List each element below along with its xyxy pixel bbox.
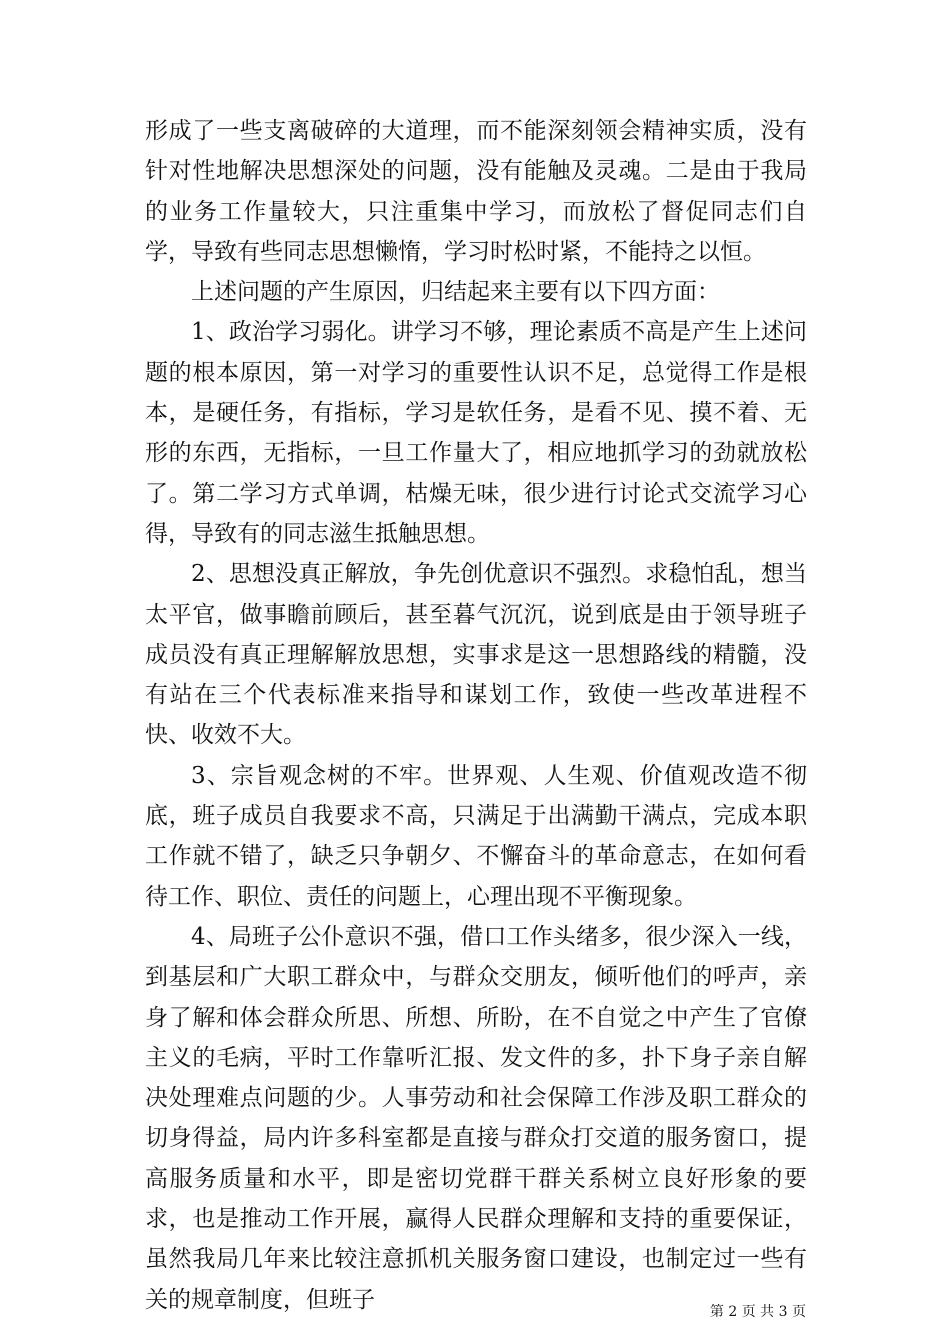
paragraph-causes-intro: 上述问题的产生原因，归结起来主要有以下四方面： xyxy=(191,279,720,306)
page-number-footer: 第 2 页 共 3 页 xyxy=(709,1304,806,1320)
paragraph-continuation: 形成了一些支离破碎的大道理，而不能深刻领会精神实质，没有针对性地解决思想深处的问题，没有能触及灵魂。二是由于我局的业务工作量较大，只注重集中学习，而放松了督促同志们自学，导致有些同志思想懒惰，学习时松时紧，不能持之以恒。 xyxy=(145,118,807,265)
paragraph-cause-3: 3、宗旨观念树的不牢。世界观、人生观、价值观改造不彻底，班子成员自我要求不高，只满足于出满勤干满点，完成本职工作就不错了，缺乏只争朝夕、不懈奋斗的革命意志，在如何看待工作、职位、责任的问题上，心理出现不平衡现象。 xyxy=(145,762,807,910)
paragraph-cause-2: 2、思想没真正解放，争先创优意识不强烈。求稳怕乱，想当太平官，做事瞻前顾后，甚至暮气沉沉，说到底是由于领导班子成员没有真正理解解放思想，实事求是这一思想路线的精髓，没有站在三个代表标准来指导和谋划工作，致使一些改革进程不快、收效不大。 xyxy=(145,561,807,749)
document-body xyxy=(145,111,807,1320)
paragraph-cause-4: 4、局班子公仆意识不强，借口工作头绪多，很少深入一线，到基层和广大职工群众中，与群众交朋友，倾听他们的呼声，亲身了解和体会群众所思、所想、所盼，在不自觉之中产生了官僚主义的毛病，平时工作靠听汇报、发文件的多，扑下身子亲自解决处理难点问题的少。人事劳动和社会保障工作涉及职工群众的切身得益，局内许多科室都是直接与群众打交道的服务窗口，提高服务质量和水平，即是密切党群干群关系树立良好形象的要求，也是推动工作开展，赢得人民群众理解和支持的重要保证，虽然我局几年来比较注意抓机关服务窗口建设，也制定过一些有关的规章制度，但班子 xyxy=(145,923,807,1313)
paragraph-cause-1: 1、政治学习弱化。讲学习不够，理论素质不高是产生上述问题的根本原因，第一对学习的重要性认识不足，总觉得工作是根本，是硬任务，有指标，学习是软任务，是看不见、摸不着、无形的东西，无指标，一旦工作量大了，相应地抓学习的劲就放松了。第二学习方式单调，枯燥无味，很少进行讨论式交流学习心得，导致有的同志滋生抵触思想。 xyxy=(145,319,807,547)
